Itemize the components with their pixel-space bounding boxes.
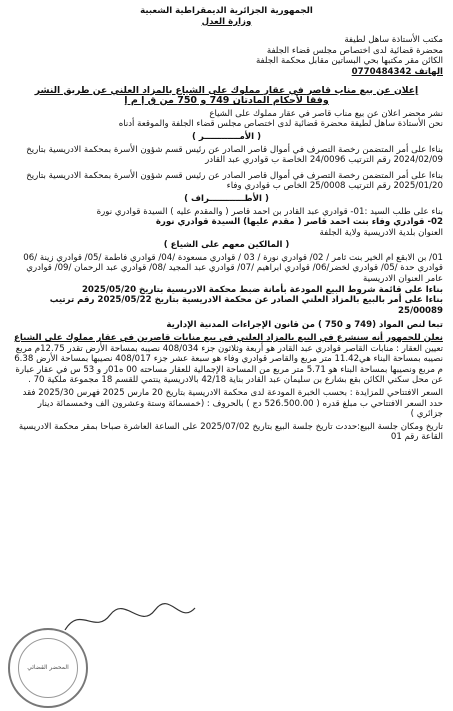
announcement-law: وفقا لأحكام المادتان 749 و 750 من ق إ م إ (124, 95, 329, 107)
parties-heading: ( الأطــــــــــــراف ) (184, 193, 269, 204)
sale-opening-price: السعر الافتتاحي للمزايدة : بحسب الخبرة المودعة لدى محكمة الادريسية بتاريخ 20 مارس 2025 فهرس 2025/30 فقد حدد السعر الافتتاحي ب مبلغ قدره ( 526.500.00 دج ) بالحروف : (خمسمائة وستة وعشرون الف وخمسمائة دينار جزائري ) (22, 388, 443, 420)
owners-heading: ( المالكين معهم على الشياع ) (163, 240, 290, 251)
official-stamp (8, 628, 88, 708)
stamp-center-text: المحضر القضائي (27, 663, 69, 671)
header-role: محضرة قضائية لدى اختصاص مجلس قضاء الجلفة (266, 45, 443, 56)
sale-notice: نعلن للجمهور أنه سنشرع في البيع بالمزاد العلني في بيع منابات قاصرين في عقار مملوك على الشياع (14, 333, 443, 344)
header-republic: الجمهورية الجزائرية الديمقراطية الشعبية (140, 6, 313, 16)
owners-paragraph-1: 01/ بن الابقع ام الخير بنت ثامر / 02/ قوادري نورة / 03 / قوادري مسعودة /04/ قوادري فاطمة /05/ قوادري زينة /06 قوادري حدة /05/ قوادري لخضر/06/ قوادري ابراهيم /07/ قوادري عبد المجيد /08/ قوادري عبد الرحمان /09/ قوادري عامر العنوان الادريسية (23, 252, 443, 285)
orders-paragraph-1: بناءا على أمر المتضمن رخصة التصرف في أموال قاصر الصادر عن رئيس قسم شؤون الأسرة بمحكمة الادريسية بتاريخ 2024/02/09 رقم الترتيب 24/0096 الخاصة ب قوادري عبد القادر (26, 144, 443, 166)
owners-paragraph-2: بناءا على قائمة شروط البيع المودعة بأمانة ضبط محكمة الادريسية بتاريخ 2025/05/20 (81, 284, 443, 295)
sale-designation: تعيين العقار : منابات القاصر قوادري عبد القادر هو أربعة وثلاثون جزء 408/034 نصيبه بمساحة الأرض تقدر 12.75م مربع نصيبه بمساحة البناء هي11.42 متر مربع والقاصر قوادري وفاء هو سبعة عشر جزء 408/017 نصيبها بمساحة الأرض 6.38 م مربع ونصيبها بمساحة البناء هو 5.71 متر مربع من المساحة الإجمالية للعقار مساحته 00 ه01ر و 53 س في عقار عبارة عن محل سكني الكائن بقع بشارع بن سليمان عبد القادر بناية 42/18 بالادريسية ينتمي للقسم 18 مجموعة ملكية 70 . (14, 343, 443, 386)
header-address: الكائن مقر مكتبها بحي البساتين مقابل محكمة الجلفة (255, 56, 443, 67)
official-stamp-center (18, 638, 78, 698)
announcement-title: إعلان عن بيع مناب قاصر في عقار مملوك على الشياع بالمزاد العلني عن طريق النشر (34, 84, 419, 96)
parties-paragraph-3: العنوان بلدية الادريسية ولاية الجلفة (319, 227, 443, 238)
announcement-intro2: نحن الأستاذة ساهل لطيفة محضرة قضائية لدى اختصاص مجلس قضاء الجلفة والموقعة أدناه (118, 119, 443, 130)
owners-paragraph-4: تبعا لنص المواد (749 و 750 ) من قانون الإجراءات المدنية الإدارية (166, 320, 443, 331)
parties-paragraph-2: 02- قوادري وفاء بنت احمد قاصر ( مقدم عليها) السيدة قوادري نورة (155, 217, 443, 228)
signature-scribble (60, 600, 200, 640)
orders-heading: ( الأمــــــــــــر ) (191, 131, 262, 142)
header-ministry: وزارة العدل (201, 16, 252, 27)
announcement-intro: نشر محضر اعلان عن بيع مناب قاصر في عقار مملوك على الشياع (209, 108, 443, 119)
sale-session-date: تاريخ ومكان جلسة البيع:حددت تاريخ جلسة البيع بتاريخ 2025/07/02 على الساعة العاشرة صباحا بمقر محكمة الادريسية القاعة رقم 01 (18, 421, 443, 443)
header-phone: الهاتف 0770484342 (351, 66, 443, 77)
owners-paragraph-3: بناءا على أمر بالبيع بالمزاد العلني الصادر عن محكمة الادريسية بتاريخ 2025/05/22 رقم ترتيب 25/00089 (49, 295, 443, 316)
header-office: مكتب الأستاذة ساهل لطيفة (344, 35, 443, 46)
parties-paragraph-1: بناء على طلب السيد :01- قوادري عبد القادر بن احمد قاصر ( والمقدم عليه ) السيدة قوادري نورة (96, 206, 443, 217)
orders-paragraph-2: بناءا على أمر المتضمن رخصة التصرف في أموال قاصر الصادر عن رئيس قسم شؤون الأسرة بمحكمة الادريسية بتاريخ 2025/01/20 رقم الترتيب 25/0008 الخاص ب قوادري وفاء (26, 170, 443, 192)
